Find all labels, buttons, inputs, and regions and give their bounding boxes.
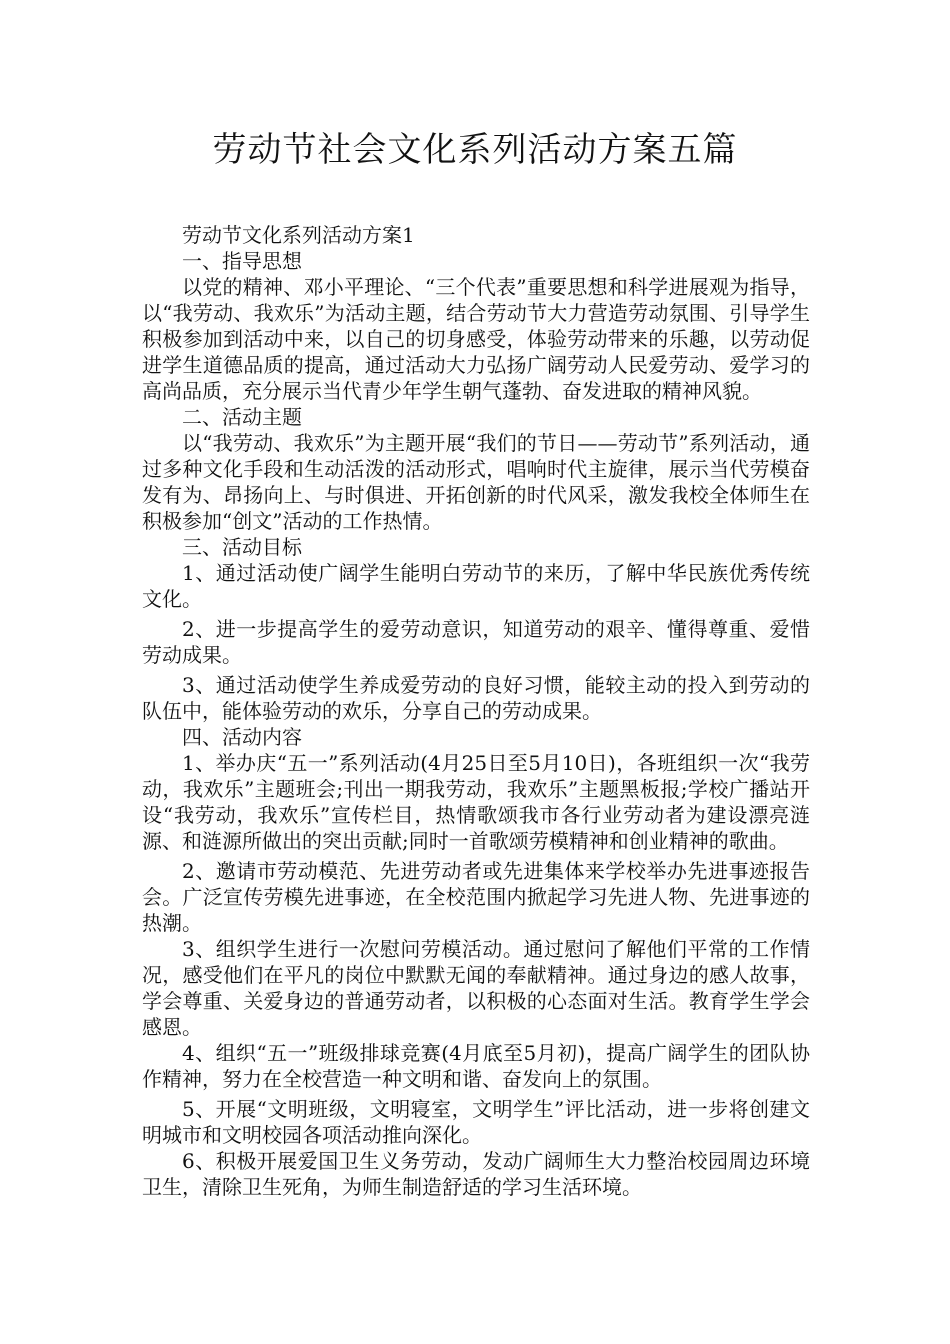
heading-activity-content: 四、活动内容: [182, 725, 302, 749]
paragraph-goal-3: 3、通过活动使学生养成爱劳动的良好习惯，能较主动的投入到劳动的队伍中，能体验劳动的欢乐，分享自己的劳动成果。: [142, 673, 810, 723]
heading-activity-goals: 三、活动目标: [182, 535, 302, 559]
section-heading-plan-1: 劳动节文化系列活动方案1: [182, 223, 415, 247]
paragraph-content-6: 6、积极开展爱国卫生义务劳动，发动广阔师生大力整治校园周边环境卫生，清除卫生死角，为师生制造舒适的学习生活环境。: [142, 1149, 810, 1199]
heading-activity-theme: 二、活动主题: [182, 405, 302, 429]
paragraph-content-2: 2、邀请市劳动模范、先进劳动者或先进集体来学校举办先进事迹报告会。广泛宣传劳模先进事迹，在全校范围内掀起学习先进人物、先进事迹的热潮。: [142, 859, 810, 935]
paragraph-goal-1: 1、通过活动使广阔学生能明白劳动节的来历，了解中华民族优秀传统文化。: [142, 561, 810, 611]
paragraph-content-5: 5、开展“文明班级，文明寝室，文明学生”评比活动，进一步将创建文明城市和文明校园各项活动推向深化。: [142, 1097, 810, 1147]
document-title: 劳动节社会文化系列活动方案五篇: [212, 130, 738, 170]
paragraph-content-3: 3、组织学生进行一次慰问劳模活动。通过慰问了解他们平常的工作情况，感受他们在平凡的岗位中默默无闻的奉献精神。通过身边的感人故事，学会尊重、关爱身边的普通劳动者，以积极的心态面对生活。教育学生学会感恩。: [142, 937, 810, 1039]
paragraph-guiding-ideology: 以党的精神、邓小平理论、“三个代表”重要思想和科学进展观为指导，以“我劳动、我欢乐”为活动主题，结合劳动节大力营造劳动氛围、引导学生积极参加到活动中来，以自己的切身感受，体验劳动带来的乐趣，以劳动促进学生道德品质的提高，通过活动大力弘扬广阔劳动人民爱劳动、爱学习的高尚品质，充分展示当代青少年学生朝气蓬勃、奋发进取的精神风貌。: [142, 275, 810, 403]
paragraph-content-1: 1、举办庆“五一”系列活动(4月25日至5月10日)，各班组织一次“我劳动，我欢乐”主题班会;刊出一期我劳动，我欢乐”主题黑板报;学校广播站开设“我劳动，我欢乐”宣传栏目，热情歌颂我市各行业劳动者为建设漂亮涟源、和涟源所做出的突出贡献;同时一首歌颂劳模精神和创业精神的歌曲。: [142, 751, 810, 853]
document-body: [142, 222, 810, 1200]
heading-guiding-ideology: 一、指导思想: [182, 249, 302, 273]
paragraph-content-4: 4、组织“五一”班级排球竞赛(4月底至5月初)，提高广阔学生的团队协作精神，努力在全校营造一种文明和谐、奋发向上的氛围。: [142, 1041, 810, 1091]
paragraph-activity-theme: 以“我劳动、我欢乐”为主题开展“我们的节日——劳动节”系列活动，通过多种文化手段和生动活泼的活动形式，唱响时代主旋律，展示当代劳模奋发有为、昂扬向上、与时俱进、开拓创新的时代风采，激发我校全体师生在积极参加“创文”活动的工作热情。: [142, 431, 810, 533]
paragraph-goal-2: 2、进一步提高学生的爱劳动意识，知道劳动的艰辛、懂得尊重、爱惜劳动成果。: [142, 617, 810, 667]
